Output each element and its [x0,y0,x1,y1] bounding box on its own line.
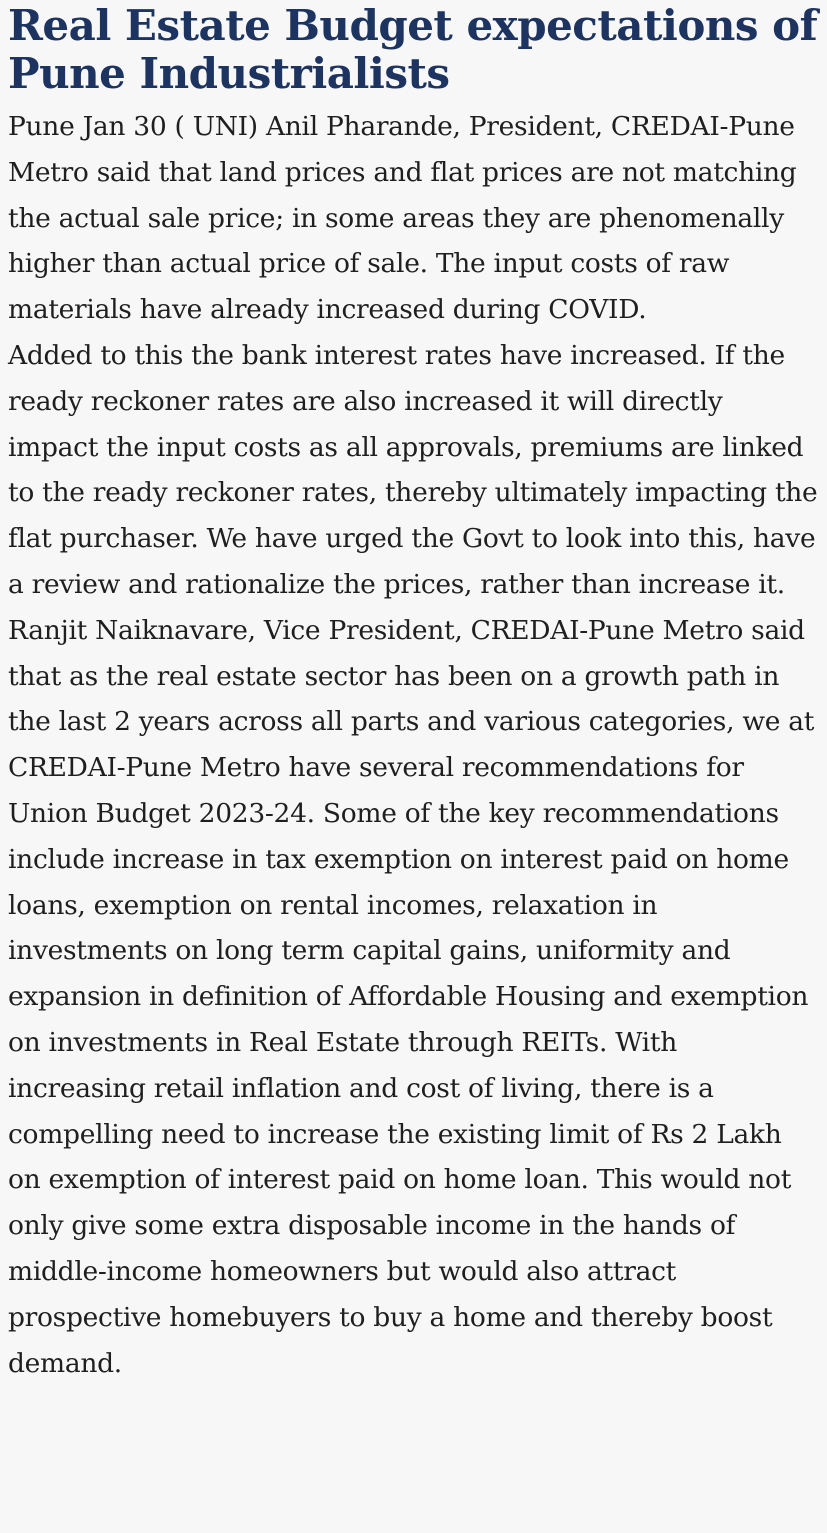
article-paragraph: Pune Jan 30 ( UNI) Anil Pharande, President, CREDAI-Pune Metro said that land prices and flat prices are not matching the actual sale price; in some areas they are phenomenally higher than actual price of sale. The input costs of raw materials have already increased during COVID. [8,111,797,326]
article-body [8,104,819,1386]
article-paragraph: Added to this the bank interest rates have increased. If the ready reckoner rates are also increased it will directly impact the input costs as all approvals, premiums are linked to the ready reckoner rates, thereby ultimately impacting the flat purchaser. We have urged the Govt to look into this, have a review and rationalize the prices, rather than increase it. [8,339,818,600]
article-paragraph: Ranjit Naiknavare, Vice President, CREDAI-Pune Metro said that as the real estate sector has been on a growth path in the last 2 years across all parts and various categories, we at CREDAI-Pune Metro have several recommendations for Union Budget 2023-24. Some of the key recommendations include increase in tax exemption on interest paid on home loans, exemption on rental incomes, relaxation in investments on long term capital gains, uniformity and expansion in definition of Affordable Housing and exemption on investments in Real Estate through REITs. With increasing retail inflation and cost of living, there is a compelling need to increase the existing limit of Rs 2 Lakh on exemption of interest paid on home loan. This would not only give some extra disposable income in the hands of middle-income homeowners but would also attract prospective homebuyers to buy a home and thereby boost demand. [8,614,815,1379]
article-headline: Real Estate Budget expectations of Pune Industrialists [8,1,818,98]
